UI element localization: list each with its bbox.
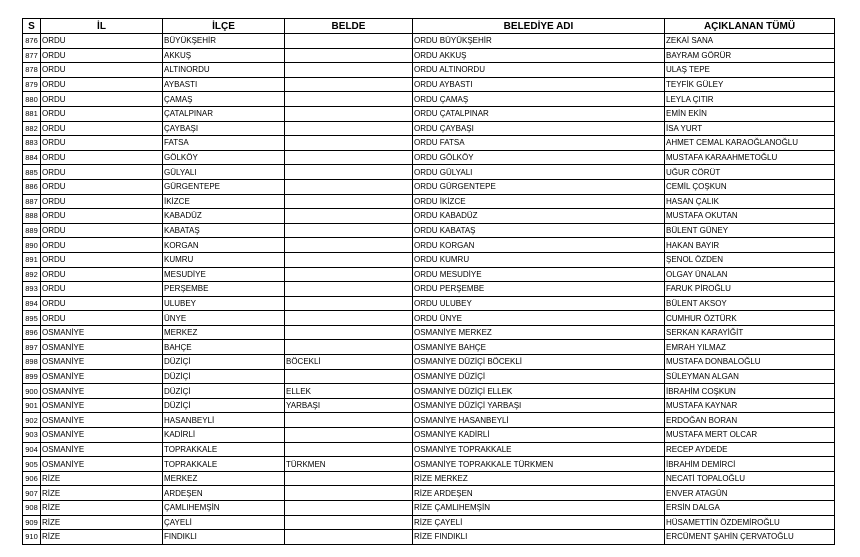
table-body — [23, 34, 835, 545]
header-belediye-adi: BELEDİYE ADI — [413, 19, 665, 34]
cell-ilce: MERKEZ — [163, 471, 285, 486]
cell-belediye-adi: ORDU GÜLYALI — [413, 165, 665, 180]
cell-il: ORDU — [41, 311, 163, 326]
cell-il: OSMANİYE — [41, 398, 163, 413]
cell-sira: 908 — [23, 501, 41, 516]
table-row — [23, 340, 835, 355]
table-row — [23, 179, 835, 194]
table-row — [23, 325, 835, 340]
cell-ilce: TOPRAKKALE — [163, 442, 285, 457]
cell-il: ORDU — [41, 267, 163, 282]
header-s: S — [23, 19, 41, 34]
cell-aciklanan: İSA YURT — [665, 121, 835, 136]
cell-belediye-adi: OSMANİYE HASANBEYLİ — [413, 413, 665, 428]
cell-belediye-adi: OSMANİYE DÜZİÇİ ELLEK — [413, 384, 665, 399]
cell-belde — [285, 428, 413, 443]
table-row — [23, 398, 835, 413]
cell-aciklanan: ERDOĞAN BORAN — [665, 413, 835, 428]
table-row — [23, 34, 835, 49]
cell-aciklanan: İBRAHİM COŞKUN — [665, 384, 835, 399]
cell-belde — [285, 165, 413, 180]
table-row — [23, 282, 835, 297]
cell-belde — [285, 121, 413, 136]
cell-belde — [285, 179, 413, 194]
cell-aciklanan: AHMET CEMAL KARAOĞLANOĞLU — [665, 136, 835, 151]
cell-sira: 902 — [23, 413, 41, 428]
cell-il: RİZE — [41, 530, 163, 545]
cell-il: ORDU — [41, 282, 163, 297]
cell-il: ORDU — [41, 106, 163, 121]
cell-belediye-adi: RİZE FINDIKLI — [413, 530, 665, 545]
cell-ilce: BAHÇE — [163, 340, 285, 355]
cell-belediye-adi: ORDU KABATAŞ — [413, 223, 665, 238]
header-aciklanan-tumu: AÇIKLANAN TÜMÜ — [665, 19, 835, 34]
cell-ilce: HASANBEYLİ — [163, 413, 285, 428]
cell-ilce: PERŞEMBE — [163, 282, 285, 297]
cell-sira: 886 — [23, 179, 41, 194]
cell-belediye-adi: OSMANİYE MERKEZ — [413, 325, 665, 340]
cell-il: OSMANİYE — [41, 325, 163, 340]
table-row — [23, 252, 835, 267]
cell-aciklanan: MUSTAFA MERT OLCAR — [665, 428, 835, 443]
cell-belde — [285, 252, 413, 267]
cell-sira: 877 — [23, 48, 41, 63]
cell-belediye-adi: ORDU BÜYÜKŞEHİR — [413, 34, 665, 49]
cell-ilce: AYBASTI — [163, 77, 285, 92]
cell-belde — [285, 325, 413, 340]
cell-sira: 909 — [23, 515, 41, 530]
cell-belediye-adi: OSMANİYE DÜZİÇİ YARBAŞI — [413, 398, 665, 413]
cell-aciklanan: BAYRAM GÖRÜR — [665, 48, 835, 63]
cell-aciklanan: EMRAH YILMAZ — [665, 340, 835, 355]
cell-ilce: ARDEŞEN — [163, 486, 285, 501]
cell-aciklanan: İBRAHİM DEMİRCİ — [665, 457, 835, 472]
cell-aciklanan: EMİN EKİN — [665, 106, 835, 121]
header-il: İL — [41, 19, 163, 34]
cell-aciklanan: ULAŞ TEPE — [665, 63, 835, 78]
cell-il: OSMANİYE — [41, 428, 163, 443]
table-row — [23, 413, 835, 428]
cell-belediye-adi: ORDU AYBASTI — [413, 77, 665, 92]
table-row — [23, 311, 835, 326]
cell-il: ORDU — [41, 238, 163, 253]
cell-aciklanan: LEYLA ÇITIR — [665, 92, 835, 107]
cell-ilce: ALTINORDU — [163, 63, 285, 78]
cell-il: RİZE — [41, 471, 163, 486]
table-header — [23, 19, 835, 34]
cell-belde — [285, 530, 413, 545]
cell-belediye-adi: ORDU ULUBEY — [413, 296, 665, 311]
cell-sira: 878 — [23, 63, 41, 78]
cell-aciklanan: ZEKAİ SANA — [665, 34, 835, 49]
cell-belediye-adi: RİZE ÇAYELİ — [413, 515, 665, 530]
cell-belediye-adi: OSMANİYE KADİRLİ — [413, 428, 665, 443]
cell-belediye-adi: ORDU KORGAN — [413, 238, 665, 253]
cell-ilce: KUMRU — [163, 252, 285, 267]
cell-belde — [285, 296, 413, 311]
cell-belediye-adi: ORDU ÇAYBAŞI — [413, 121, 665, 136]
cell-sira: 876 — [23, 34, 41, 49]
cell-aciklanan: MUSTAFA DONBALOĞLU — [665, 355, 835, 370]
cell-belediye-adi: ORDU GÖLKÖY — [413, 150, 665, 165]
cell-ilce: DÜZİÇİ — [163, 398, 285, 413]
cell-belde: BÖCEKLİ — [285, 355, 413, 370]
results-table-container — [22, 18, 835, 545]
cell-belde — [285, 413, 413, 428]
table-row — [23, 106, 835, 121]
cell-il: ORDU — [41, 34, 163, 49]
cell-belediye-adi: ORDU ÇAMAŞ — [413, 92, 665, 107]
cell-sira: 906 — [23, 471, 41, 486]
cell-il: ORDU — [41, 179, 163, 194]
table-row — [23, 63, 835, 78]
cell-ilce: KABATAŞ — [163, 223, 285, 238]
cell-belediye-adi: ORDU GÜRGENTEPE — [413, 179, 665, 194]
cell-sira: 898 — [23, 355, 41, 370]
cell-sira: 891 — [23, 252, 41, 267]
cell-belde: TÜRKMEN — [285, 457, 413, 472]
cell-belde — [285, 194, 413, 209]
cell-sira: 904 — [23, 442, 41, 457]
cell-sira: 901 — [23, 398, 41, 413]
table-row — [23, 530, 835, 545]
cell-belde — [285, 77, 413, 92]
cell-il: RİZE — [41, 515, 163, 530]
cell-aciklanan: RECEP AYDEDE — [665, 442, 835, 457]
cell-ilce: ÜNYE — [163, 311, 285, 326]
cell-sira: 905 — [23, 457, 41, 472]
cell-belediye-adi: RİZE MERKEZ — [413, 471, 665, 486]
cell-aciklanan: CEMİL ÇOŞKUN — [665, 179, 835, 194]
table-row — [23, 471, 835, 486]
cell-sira: 887 — [23, 194, 41, 209]
cell-ilce: GÖLKÖY — [163, 150, 285, 165]
cell-sira: 899 — [23, 369, 41, 384]
cell-belde — [285, 501, 413, 516]
cell-aciklanan: HAKAN BAYIR — [665, 238, 835, 253]
header-row — [23, 19, 835, 34]
table-row — [23, 267, 835, 282]
cell-il: OSMANİYE — [41, 340, 163, 355]
cell-ilce: İKİZCE — [163, 194, 285, 209]
table-row — [23, 165, 835, 180]
cell-belediye-adi: OSMANİYE DÜZİÇİ — [413, 369, 665, 384]
cell-il: OSMANİYE — [41, 384, 163, 399]
cell-belde — [285, 63, 413, 78]
table-row — [23, 428, 835, 443]
cell-belde — [285, 471, 413, 486]
cell-il: ORDU — [41, 136, 163, 151]
table-row — [23, 369, 835, 384]
cell-il: ORDU — [41, 92, 163, 107]
table-row — [23, 457, 835, 472]
cell-ilce: FINDIKLI — [163, 530, 285, 545]
header-ilce: İLÇE — [163, 19, 285, 34]
cell-ilce: KORGAN — [163, 238, 285, 253]
cell-ilce: KABADÜZ — [163, 209, 285, 224]
cell-belde — [285, 223, 413, 238]
cell-ilce: DÜZİÇİ — [163, 369, 285, 384]
table-row — [23, 209, 835, 224]
table-row — [23, 296, 835, 311]
cell-il: ORDU — [41, 121, 163, 136]
cell-belediye-adi: ORDU MESUDİYE — [413, 267, 665, 282]
cell-belediye-adi: ORDU KABADÜZ — [413, 209, 665, 224]
header-belde: BELDE — [285, 19, 413, 34]
cell-aciklanan: FARUK PİROĞLU — [665, 282, 835, 297]
cell-aciklanan: UĞUR CÖRÜT — [665, 165, 835, 180]
cell-belediye-adi: ORDU AKKUŞ — [413, 48, 665, 63]
cell-sira: 885 — [23, 165, 41, 180]
cell-belediye-adi: ORDU PERŞEMBE — [413, 282, 665, 297]
cell-ilce: AKKUŞ — [163, 48, 285, 63]
cell-aciklanan: OLGAY ÜNALAN — [665, 267, 835, 282]
cell-il: RİZE — [41, 501, 163, 516]
table-row — [23, 136, 835, 151]
cell-belde — [285, 92, 413, 107]
cell-ilce: TOPRAKKALE — [163, 457, 285, 472]
results-table — [22, 18, 835, 545]
cell-ilce: ULUBEY — [163, 296, 285, 311]
table-row — [23, 486, 835, 501]
cell-belde — [285, 515, 413, 530]
cell-ilce: MERKEZ — [163, 325, 285, 340]
cell-aciklanan: TEYFİK GÜLEY — [665, 77, 835, 92]
table-row — [23, 121, 835, 136]
cell-il: ORDU — [41, 194, 163, 209]
cell-belediye-adi: RİZE ARDEŞEN — [413, 486, 665, 501]
cell-ilce: ÇAMLIHEMŞİN — [163, 501, 285, 516]
table-row — [23, 355, 835, 370]
cell-ilce: GÜLYALI — [163, 165, 285, 180]
cell-belediye-adi: OSMANİYE TOPRAKKALE TÜRKMEN — [413, 457, 665, 472]
table-row — [23, 223, 835, 238]
cell-aciklanan: MUSTAFA OKUTAN — [665, 209, 835, 224]
cell-ilce: ÇAYELİ — [163, 515, 285, 530]
cell-aciklanan: ENVER ATAGÜN — [665, 486, 835, 501]
table-row — [23, 92, 835, 107]
cell-aciklanan: BÜLENT GÜNEY — [665, 223, 835, 238]
cell-belediye-adi: ORDU FATSA — [413, 136, 665, 151]
table-row — [23, 238, 835, 253]
cell-sira: 884 — [23, 150, 41, 165]
cell-belde: ELLEK — [285, 384, 413, 399]
cell-il: ORDU — [41, 252, 163, 267]
cell-belde — [285, 106, 413, 121]
cell-sira: 890 — [23, 238, 41, 253]
cell-aciklanan: ERCÜMENT ŞAHİN ÇERVATOĞLU — [665, 530, 835, 545]
cell-aciklanan: CUMHUR ÖZTÜRK — [665, 311, 835, 326]
cell-ilce: MESUDİYE — [163, 267, 285, 282]
cell-belde — [285, 48, 413, 63]
cell-ilce: ÇAYBAŞI — [163, 121, 285, 136]
table-row — [23, 515, 835, 530]
cell-il: ORDU — [41, 150, 163, 165]
cell-sira: 879 — [23, 77, 41, 92]
cell-aciklanan: MUSTAFA KARAAHMETOĞLU — [665, 150, 835, 165]
table-row — [23, 442, 835, 457]
cell-aciklanan: ŞENOL ÖZDEN — [665, 252, 835, 267]
cell-sira: 883 — [23, 136, 41, 151]
cell-sira: 895 — [23, 311, 41, 326]
cell-belediye-adi: ORDU KUMRU — [413, 252, 665, 267]
cell-il: ORDU — [41, 165, 163, 180]
cell-belediye-adi: ORDU İKİZCE — [413, 194, 665, 209]
cell-sira: 894 — [23, 296, 41, 311]
cell-sira: 897 — [23, 340, 41, 355]
cell-il: ORDU — [41, 63, 163, 78]
cell-belediye-adi: RİZE ÇAMLIHEMŞİN — [413, 501, 665, 516]
table-row — [23, 48, 835, 63]
cell-il: ORDU — [41, 209, 163, 224]
cell-sira: 910 — [23, 530, 41, 545]
cell-belde — [285, 267, 413, 282]
table-row — [23, 194, 835, 209]
cell-aciklanan: NECATİ TOPALOĞLU — [665, 471, 835, 486]
cell-aciklanan: HÜSAMETTİN ÖZDEMİROĞLU — [665, 515, 835, 530]
cell-sira: 900 — [23, 384, 41, 399]
cell-belde — [285, 442, 413, 457]
cell-belediye-adi: ORDU ALTINORDU — [413, 63, 665, 78]
cell-il: OSMANİYE — [41, 442, 163, 457]
cell-sira: 892 — [23, 267, 41, 282]
cell-sira: 893 — [23, 282, 41, 297]
cell-ilce: BÜYÜKŞEHİR — [163, 34, 285, 49]
cell-belde — [285, 136, 413, 151]
cell-ilce: FATSA — [163, 136, 285, 151]
cell-il: OSMANİYE — [41, 413, 163, 428]
cell-aciklanan: ERSİN DALGA — [665, 501, 835, 516]
cell-sira: 880 — [23, 92, 41, 107]
table-row — [23, 77, 835, 92]
cell-sira: 888 — [23, 209, 41, 224]
cell-sira: 882 — [23, 121, 41, 136]
cell-belde — [285, 282, 413, 297]
cell-belediye-adi: ORDU ÜNYE — [413, 311, 665, 326]
table-row — [23, 150, 835, 165]
cell-aciklanan: BÜLENT AKSOY — [665, 296, 835, 311]
cell-aciklanan: SÜLEYMAN ALGAN — [665, 369, 835, 384]
cell-aciklanan: HASAN ÇALIK — [665, 194, 835, 209]
cell-ilce: KADİRLİ — [163, 428, 285, 443]
cell-aciklanan: MUSTAFA KAYNAR — [665, 398, 835, 413]
cell-belediye-adi: OSMANİYE DÜZİÇİ BÖCEKLİ — [413, 355, 665, 370]
cell-aciklanan: SERKAN KARAYİĞİT — [665, 325, 835, 340]
cell-sira: 903 — [23, 428, 41, 443]
cell-belde — [285, 369, 413, 384]
cell-il: ORDU — [41, 48, 163, 63]
cell-sira: 889 — [23, 223, 41, 238]
cell-il: RİZE — [41, 486, 163, 501]
table-row — [23, 501, 835, 516]
cell-belediye-adi: OSMANİYE BAHÇE — [413, 340, 665, 355]
cell-ilce: ÇAMAŞ — [163, 92, 285, 107]
cell-belde — [285, 311, 413, 326]
cell-il: ORDU — [41, 223, 163, 238]
cell-belediye-adi: ORDU ÇATALPINAR — [413, 106, 665, 121]
cell-sira: 881 — [23, 106, 41, 121]
cell-belde — [285, 150, 413, 165]
cell-ilce: DÜZİÇİ — [163, 355, 285, 370]
cell-ilce: DÜZİÇİ — [163, 384, 285, 399]
cell-belde: YARBAŞI — [285, 398, 413, 413]
cell-belediye-adi: OSMANİYE TOPRAKKALE — [413, 442, 665, 457]
cell-il: OSMANİYE — [41, 369, 163, 384]
cell-il: ORDU — [41, 77, 163, 92]
cell-belde — [285, 340, 413, 355]
cell-il: ORDU — [41, 296, 163, 311]
cell-belde — [285, 238, 413, 253]
cell-belde — [285, 209, 413, 224]
cell-il: OSMANİYE — [41, 355, 163, 370]
cell-belde — [285, 34, 413, 49]
cell-ilce: ÇATALPINAR — [163, 106, 285, 121]
table-row — [23, 384, 835, 399]
cell-il: OSMANİYE — [41, 457, 163, 472]
cell-sira: 896 — [23, 325, 41, 340]
cell-sira: 907 — [23, 486, 41, 501]
cell-belde — [285, 486, 413, 501]
cell-ilce: GÜRGENTEPE — [163, 179, 285, 194]
